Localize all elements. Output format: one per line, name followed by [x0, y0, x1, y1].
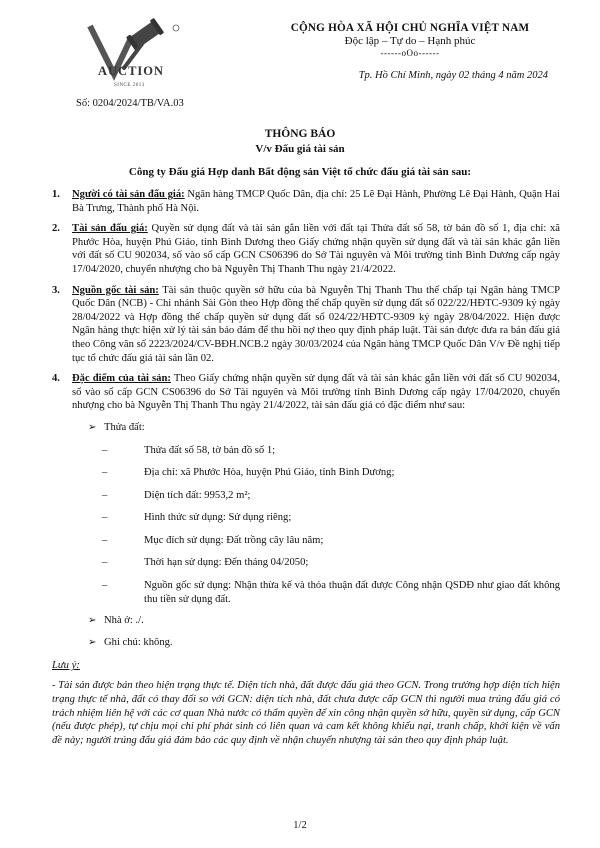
- dash-bullet: –: [102, 580, 108, 592]
- dash-bullet: –: [102, 557, 108, 569]
- land-detail: [102, 556, 560, 570]
- dash-bullet: –: [102, 489, 108, 501]
- detail-text: Mục đích sử dụng: Đất trồng cây lâu năm;: [144, 534, 324, 546]
- logo-brand: AUCTION: [98, 64, 165, 78]
- detail-text: Thời hạn sử dụng: Đến tháng 04/2050;: [144, 557, 309, 569]
- heading-separator: ------oOo------: [380, 48, 440, 58]
- item-label: Người có tài sản đấu giá:: [72, 189, 185, 200]
- note-text: - Tài sản được bán theo hiện trạng thực tế. Diện tích nhà, đất được đấu giá theo GCN. Trong trường hợp diện tích hiện trạng thực tế nhà, đất có thay đổi so với GCN: diện tích nhà, đất chưa được cấp GCN thì người mua trúng đấu giá có trách nhiệm liên hệ với các cơ quan Nhà nước có thẩm quyền để xin công nhận quyền sở hữu, quyền sử dụng, cấp GCN (nếu được phép), tự chịu mọi chi phí phát sinh có liên quan và cam kết không khiếu nại, tranh chấp, khởi kiện về vấn đề này; người trúng đấu giá đảm bảo các quy định về nhận chuyển nhượng tài sản theo quy định pháp luật.: [52, 680, 560, 747]
- land-detail: [102, 466, 560, 480]
- document-intro: Công ty Đấu giá Hợp danh Bất động sản Việt tổ chức đấu giá tài sản sau:: [128, 166, 472, 178]
- house-section: [82, 614, 560, 628]
- item-text: Quyền sử dụng đất và tài sản gắn liền với đất tại Thửa đất số 58, tờ bản đồ số 1, địa chỉ: xã Phước Hòa, huyện Phú Giáo, tỉnh Bình Dương theo Giấy chứng nhận quyền sử dụng đất và tài sản khác gắn liền với đất số CU 902034, số vào sổ cấp GCN CS06396 do Sở Tài nguyên và Môi trường tỉnh Bình Dương cấp ngày 17/04/2020, chuyển nhượng cho bà Nguyễn Thị Thanh Thu ngày 21/4/2022.: [72, 223, 560, 275]
- detail-text: Địa chỉ: xã Phước Hòa, huyện Phú Giáo, tỉnh Bình Dương;: [144, 467, 395, 479]
- item-number: 1.: [52, 189, 60, 200]
- arrow-bullet-icon: ➢: [88, 636, 97, 648]
- arrow-bullet-icon: ➢: [88, 421, 97, 433]
- place-date: Tp. Hồ Chí Minh, ngày 02 tháng 4 năm 2024: [358, 70, 548, 81]
- list-item: [52, 372, 560, 649]
- list-item: [52, 188, 560, 215]
- nation-name: CỘNG HÒA XÃ HỘI CHỦ NGHĨA VIỆT NAM: [290, 22, 530, 34]
- item-number: 2.: [52, 223, 60, 235]
- company-logo: [84, 16, 194, 98]
- remark-section: [82, 636, 560, 650]
- detail-text: Hình thức sử dụng: Sử dụng riêng;: [144, 512, 292, 524]
- dash-bullet: –: [102, 467, 108, 479]
- house-text: Nhà ở: ./.: [104, 615, 144, 627]
- land-detail: [102, 489, 560, 503]
- national-heading: [250, 22, 570, 58]
- land-details: [102, 444, 560, 607]
- item-text: Tài sản thuộc quyền sở hữu của bà Nguyễn Thị Thanh Thu thế chấp tại Ngân hàng TMCP Quốc Dân (NCB) - Chi nhánh Sài Gòn theo Hợp đồng thế chấp quyền sử dụng đất số 022/22/HĐTC-9309 ký ngày 28/04/2022 và Hợp đồng thế chấp quyền sử dụng đất số 024/22/HĐTC-9309 ký ngày 28/04/2022. Hiện được Ngân hàng thực hiện xử lý tài sản bảo đảm để thu hồi nợ theo quy định pháp luật. Tài sản được đưa ra bán đấu giá theo Công văn số 2223/2024/CV-BĐH.NCB.2 ngày 30/03/2024 của Ngân hàng TMCP Quốc Dân V/v Đề nghị tiếp tục tổ chức đấu giá tài sản lần 02.: [72, 284, 560, 364]
- document-number: Số: 0204/2024/TB/VA.03: [76, 98, 184, 109]
- detail-text: Diện tích đất: 9953,2 m²;: [144, 489, 251, 501]
- detail-text: Thửa đất số 58, tờ bản đồ số 1;: [144, 444, 276, 456]
- land-section: [82, 421, 560, 435]
- item-label: Nguồn gốc tài sản:: [72, 284, 159, 296]
- remark-text: Ghi chú: không.: [104, 636, 173, 648]
- item-number: 4.: [52, 373, 60, 385]
- land-detail: [102, 579, 560, 606]
- logo-since: SINCE 2013: [114, 83, 145, 88]
- arrow-bullet-icon: ➢: [88, 615, 97, 627]
- note-heading: Lưu ý:: [52, 660, 80, 672]
- item-text: Theo Giấy chứng nhận quyền sử dụng đất và tài sản khác gắn liền với đất số CU 902034, số vào sổ cấp GCN CS06396 do Sở Tài nguyên và Môi trường tỉnh Bình Dương cấp ngày 17/04/2020, chuyển nhượng cho bà Nguyễn Thị Thanh Thu ngày 21/4/2022, tài sản đấu giá có đặc điểm như sau:: [72, 373, 560, 412]
- detail-text: Nguồn gốc sử dụng: Nhận thừa kế và thỏa thuận đất được Công nhận QSDĐ như giao đất không thu tiền sử dụng đất.: [144, 580, 560, 605]
- list-item: [52, 222, 560, 276]
- document-subject: V/v Đấu giá tài sản: [255, 143, 345, 155]
- land-detail: [102, 444, 560, 458]
- item-text: Ngân hàng TMCP Quốc Dân, địa chỉ: 25 Lê Đại Hành, Phường Lê Đại Hành, Quận Hai Bà Trưng, Thành phố Hà Nội.: [72, 189, 560, 214]
- document-body: [52, 188, 560, 748]
- national-motto: Độc lập – Tự do – Hạnh phúc: [344, 35, 476, 47]
- item-label: Tài sản đấu giá:: [72, 223, 148, 235]
- dash-bullet: –: [102, 534, 108, 546]
- land-heading: Thửa đất:: [104, 421, 145, 433]
- document-title: THÔNG BÁO: [264, 128, 336, 140]
- land-detail: [102, 511, 560, 525]
- item-number: 3.: [52, 284, 60, 296]
- item-label: Đặc điểm của tài sản:: [72, 373, 171, 385]
- dash-bullet: –: [102, 512, 108, 524]
- dash-bullet: –: [102, 444, 108, 456]
- land-detail: [102, 534, 560, 548]
- page-number: 1/2: [293, 820, 307, 831]
- list-item: [52, 284, 560, 366]
